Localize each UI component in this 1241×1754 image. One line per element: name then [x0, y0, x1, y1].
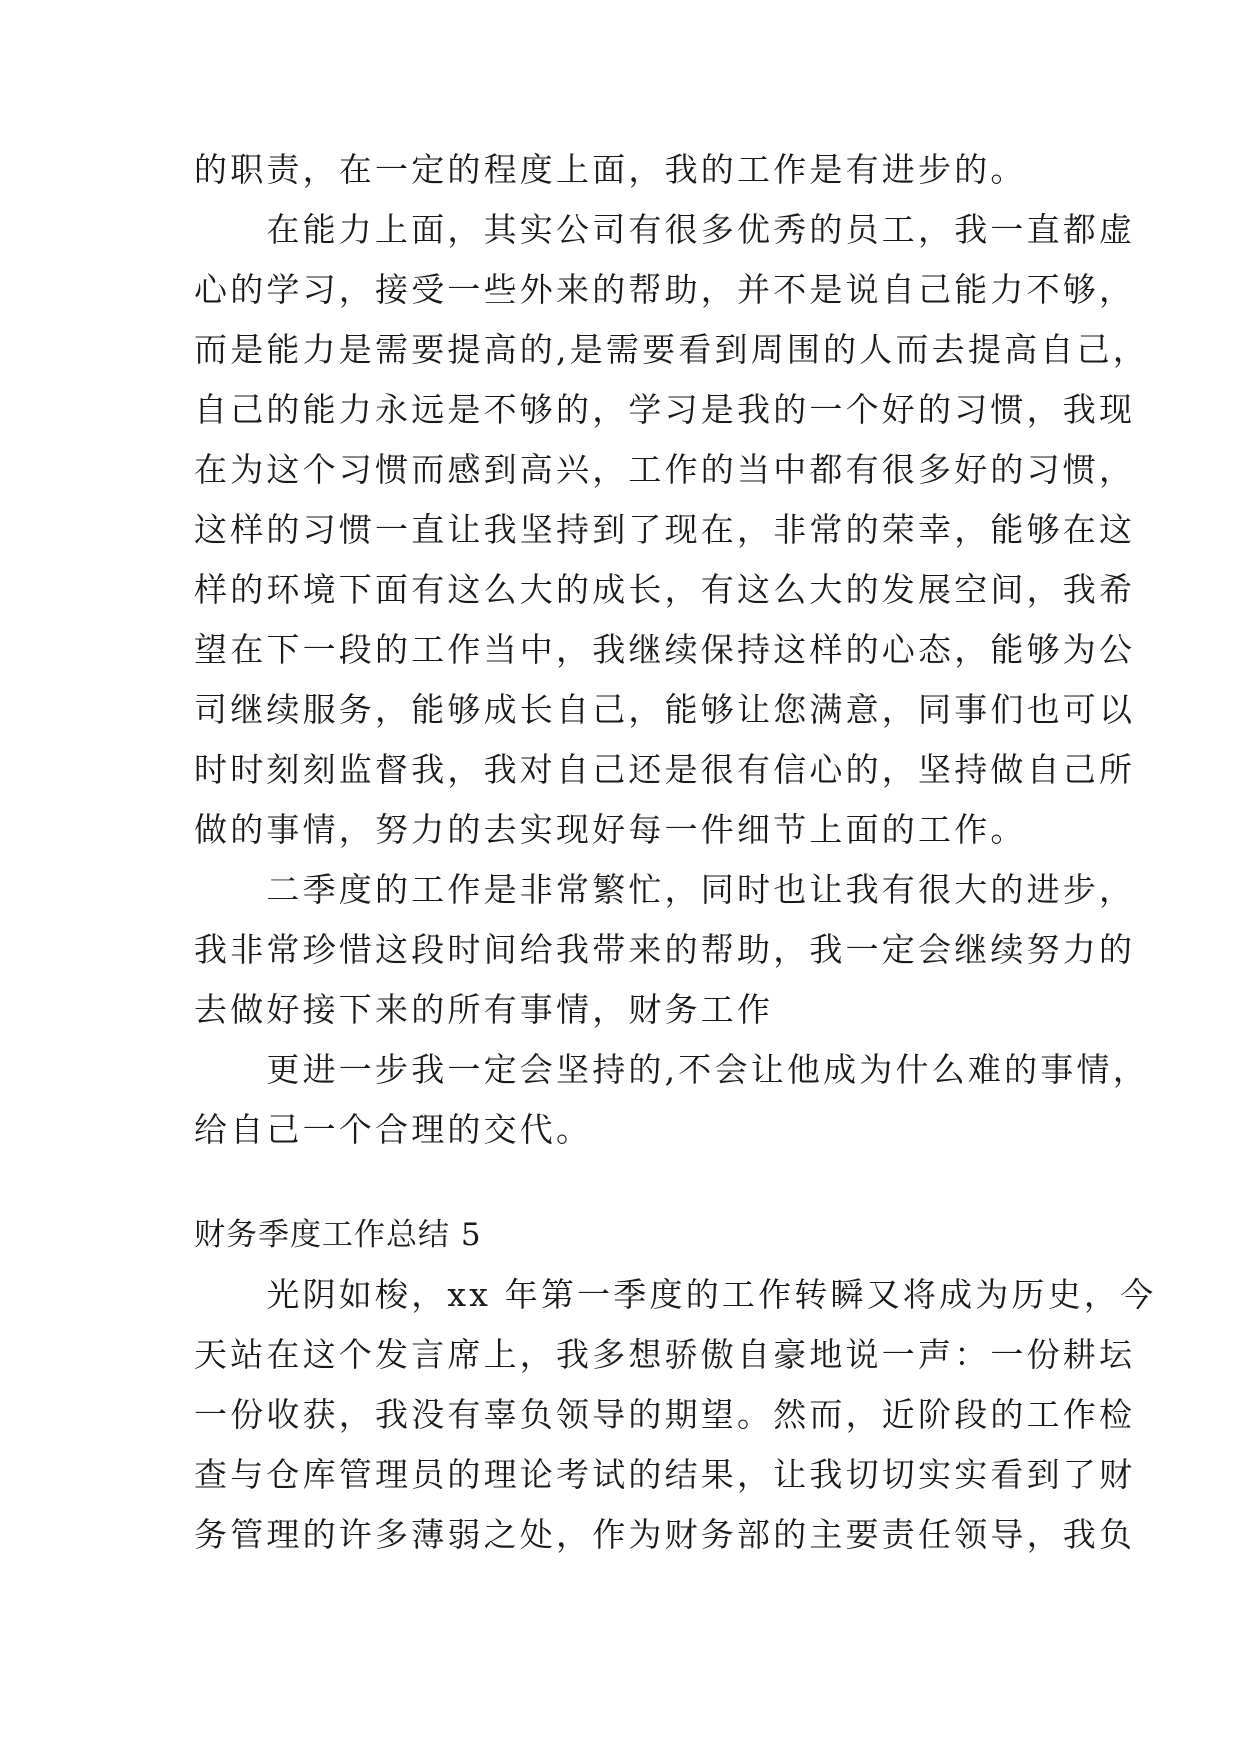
paragraph-line: 这样的习惯一直让我坚持到了现在，非常的荣幸，能够在这: [194, 510, 1136, 549]
paragraph-line: 在为这个习惯而感到高兴，工作的当中都有很多好的习惯，: [194, 450, 1136, 489]
paragraph-line: 去做好接下来的所有事情，财务工作: [194, 990, 774, 1029]
paragraph-line: 司继续服务，能够成长自己，能够让您满意，同事们也可以: [194, 690, 1136, 729]
paragraph-line: 自己的能力永远是不够的，学习是我的一个好的习惯，我现: [194, 390, 1136, 429]
paragraph-line: 光阴如梭，xx 年第一季度的工作转瞬又将成为历史，今: [194, 1275, 1157, 1314]
paragraph-line: 心的学习，接受一些外来的帮助，并不是说自己能力不够，: [194, 270, 1136, 309]
paragraph-line: 做的事情，努力的去实现好每一件细节上面的工作。: [194, 810, 1027, 849]
section-heading: 财务季度工作总结 5: [194, 1217, 482, 1253]
paragraph-line: 望在下一段的工作当中，我继续保持这样的心态，能够为公: [194, 630, 1136, 669]
paragraph-line: 的职责，在一定的程度上面，我的工作是有进步的。: [194, 150, 1027, 189]
paragraph-line: 务管理的许多薄弱之处，作为财务部的主要责任领导，我负: [194, 1515, 1136, 1554]
paragraph-line: 样的环境下面有这么大的成长，有这么大的发展空间，我希: [194, 570, 1136, 609]
paragraph-line: 查与仓库管理员的理论考试的结果，让我切切实实看到了财: [194, 1455, 1136, 1494]
paragraph-line: 时时刻刻监督我，我对自己还是很有信心的，坚持做自己所: [194, 750, 1136, 789]
paragraph-line: 在能力上面，其实公司有很多优秀的员工，我一直都虚: [194, 210, 1136, 249]
paragraph-line: 而是能力是需要提高的,是需要看到周围的人而去提高自己，: [194, 330, 1149, 369]
paragraph-line: 一份收获，我没有辜负领导的期望。然而，近阶段的工作检: [194, 1395, 1136, 1434]
paragraph-line: 二季度的工作是非常繁忙，同时也让我有很大的进步，: [194, 870, 1136, 909]
paragraph-line: 天站在这个发言席上，我多想骄傲自豪地说一声：一份耕坛: [194, 1335, 1136, 1374]
paragraph-line: 我非常珍惜这段时间给我带来的帮助，我一定会继续努力的: [194, 930, 1136, 969]
paragraph-line: 更进一步我一定会坚持的,不会让他成为什么难的事情，: [194, 1050, 1149, 1089]
paragraph-line: 给自己一个合理的交代。: [194, 1110, 593, 1149]
